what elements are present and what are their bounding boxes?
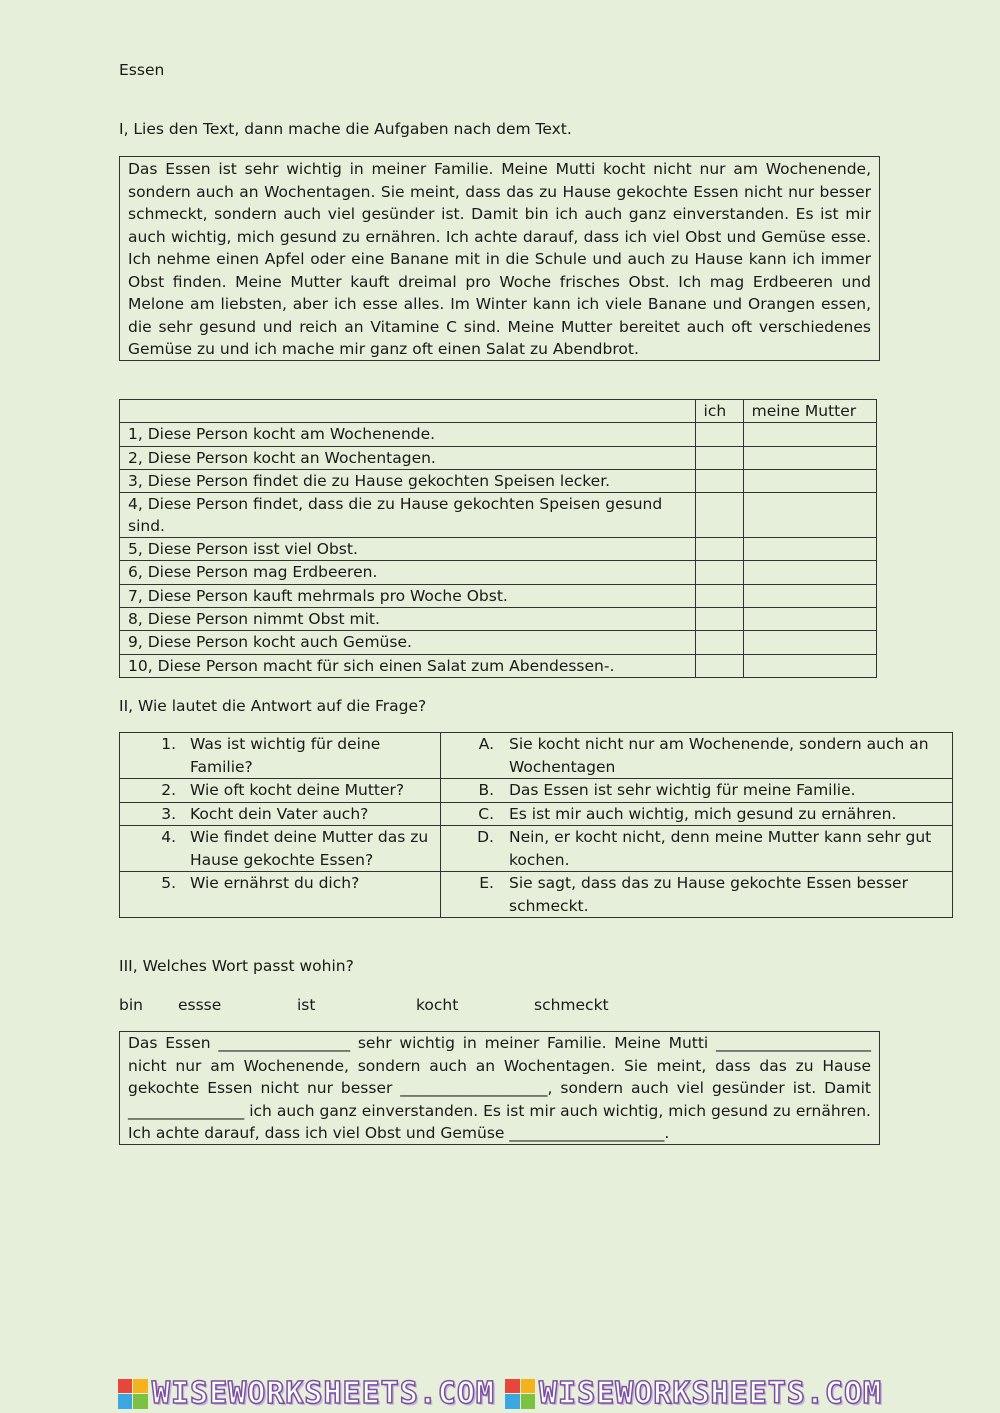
answer-cell-mutter[interactable] [743, 561, 876, 584]
answer-cell-ich[interactable] [695, 584, 743, 607]
cloze-text: Das Essen [128, 1034, 219, 1052]
answer-letter: D. [477, 828, 494, 846]
answer-cell-ich[interactable] [695, 493, 743, 538]
footer-watermark [0, 1374, 1000, 1413]
word-bank-item: kocht [416, 996, 459, 1014]
table-row [120, 469, 877, 492]
question-number: 3. [161, 804, 176, 823]
logo-wordmark: WISEWORKSHEETS.COM [151, 1376, 495, 1411]
table-row [120, 608, 877, 631]
logo-square-icon [133, 1394, 148, 1409]
answer-item [441, 826, 952, 871]
answer-letter: E. [479, 874, 494, 892]
logo-square-icon [521, 1394, 536, 1409]
answer-cell-ich[interactable] [695, 654, 743, 677]
question-item [120, 733, 440, 778]
answer-cell-mutter[interactable] [743, 631, 876, 654]
table-row [120, 654, 877, 677]
answer-letter: B. [478, 781, 494, 799]
statement-cell: 10, Diese Person macht für sich einen Salat zum Abendessen-. [120, 654, 696, 677]
cloze-text: ich auch ganz einverstanden. Es ist mir auch wichtig, mich gesund zu ernähren. Ich achte darauf, dass ich viel Obst und Gemüse [128, 1101, 871, 1142]
qa-row [120, 826, 953, 872]
question-item [120, 803, 440, 826]
statement-cell: 8, Diese Person nimmt Obst mit. [120, 608, 696, 631]
answer-text: Es ist mir auch wichtig, mich gesund zu ernähren. [509, 804, 897, 823]
answer-cell-mutter[interactable] [743, 584, 876, 607]
statement-cell: 7, Diese Person kauft mehrmals pro Woche Obst. [120, 584, 696, 607]
logo-square-icon [118, 1394, 133, 1409]
question-cell [120, 779, 441, 803]
answer-cell-ich[interactable] [695, 561, 743, 584]
answer-cell [441, 779, 953, 803]
statement-cell: 4, Diese Person findet, dass die zu Hause gekochten Speisen gesund sind. [120, 493, 696, 538]
table-header-cell [120, 400, 696, 423]
question-cell [120, 802, 441, 826]
person-statement-table [119, 399, 877, 678]
word-bank-item: essse [178, 996, 222, 1014]
question-text: Wie findet deine Mutter das zu Hause gekochte Essen? [190, 828, 429, 869]
qa-row [120, 872, 953, 918]
statement-cell: 2, Diese Person kocht an Wochentagen. [120, 446, 696, 469]
logo-square-icon [118, 1379, 133, 1394]
logo-square-icon [505, 1379, 520, 1394]
logo-square-icon [521, 1379, 536, 1394]
statement-cell: 9, Diese Person kocht auch Gemüse. [120, 631, 696, 654]
question-text: Wie ernährst du dich? [190, 874, 360, 892]
question-item [120, 779, 440, 802]
answer-cell [441, 872, 953, 918]
qa-row [120, 802, 953, 826]
table-row [120, 538, 877, 561]
question-number: 2. [161, 781, 176, 799]
answer-cell-ich[interactable] [695, 423, 743, 446]
answer-cell-mutter[interactable] [743, 493, 876, 538]
question-text: Kocht dein Vater auch? [190, 804, 369, 823]
qa-row [120, 733, 953, 779]
question-cell [120, 826, 441, 872]
question-number: 5. [161, 874, 176, 892]
answer-cell-mutter[interactable] [743, 423, 876, 446]
question-item [120, 826, 440, 871]
answer-cell-mutter[interactable] [743, 469, 876, 492]
reading-text-box: Das Essen ist sehr wichtig in meiner Familie. Meine Mutti kocht nicht nur am Wochenende, sondern auch an Wochentagen. Sie meint, dass das zu Hause gekochte Essen nicht nur besser schmeckt, sondern auch viel gesünder ist. Damit bin ich auch ganz einverstanden. Es ist mir auch wichtig, mich gesund zu ernähren. Ich achte darauf, dass ich viel Obst und Gemüse esse. Ich nehme einen Apfel oder eine Banane mit in die Schule und auch zu Hause kann ich immer Obst finden. Meine Mutter kauft dreimal pro Woche frisches Obst. Ich mag Erdbeeren und Melone am liebsten, aber ich esse alles. Im Winter kann ich viele Banane und Orangen essen, die sehr gesund und reich an Vitamine C sind. Meine Mutter bereitet auch oft verschiedenes Gemüse zu und ich mache mir ganz oft einen Salat zu Abendbrot. [119, 156, 880, 361]
footer-logo [505, 1376, 882, 1411]
logo-grid-icon [505, 1379, 535, 1409]
table-header-cell-ich: ich [695, 400, 743, 423]
table-row [120, 446, 877, 469]
answer-item [441, 779, 952, 802]
cloze-text: sehr wichtig in meiner Familie. Meine Mutti [350, 1034, 716, 1052]
statement-cell: 3, Diese Person findet die zu Hause gekochten Speisen lecker. [120, 469, 696, 492]
word-bank-item: bin [119, 996, 143, 1014]
section1-heading: I, Lies den Text, dann mache die Aufgaben nach dem Text. [119, 120, 572, 138]
answer-item [441, 803, 952, 826]
table-header-cell-mutter: meine Mutter [743, 400, 876, 423]
logo-square-icon [505, 1394, 520, 1409]
cloze-text: , sondern auch viel gesünder ist. Damit [547, 1079, 871, 1097]
qa-row [120, 779, 953, 803]
answer-cell-ich[interactable] [695, 469, 743, 492]
table-row [120, 631, 877, 654]
answer-cell-ich[interactable] [695, 538, 743, 561]
table-header-row [120, 400, 877, 423]
section3-heading: III, Welches Wort passt wohin? [119, 957, 354, 975]
answer-cell [441, 826, 953, 872]
answer-cell-ich[interactable] [695, 631, 743, 654]
question-text: Was ist wichtig für deine Familie? [190, 735, 381, 776]
statement-cell: 6, Diese Person mag Erdbeeren. [120, 561, 696, 584]
question-answer-table [119, 732, 953, 918]
statement-cell: 5, Diese Person isst viel Obst. [120, 538, 696, 561]
logo-wordmark: WISEWORKSHEETS.COM [539, 1376, 883, 1411]
cloze-blank-5[interactable]: ____________________ [509, 1124, 665, 1142]
answer-cell-mutter[interactable] [743, 654, 876, 677]
answer-text: Sie sagt, dass das zu Hause gekochte Essen besser schmeckt. [509, 874, 908, 915]
cloze-blank-2[interactable]: ____________________ [716, 1034, 871, 1052]
question-number: 4. [161, 828, 176, 846]
answer-item [441, 733, 952, 778]
cloze-blank-1[interactable]: _________________ [218, 1034, 351, 1052]
document-title: Essen [119, 61, 165, 79]
answer-cell-mutter[interactable] [743, 608, 876, 631]
footer-logo [118, 1376, 495, 1411]
question-cell [120, 872, 441, 918]
question-cell [120, 733, 441, 779]
answer-item [441, 872, 952, 917]
table-row [120, 561, 877, 584]
word-bank-item: ist [297, 996, 316, 1014]
answer-text: Nein, er kocht nicht, denn meine Mutter kann sehr gut kochen. [509, 828, 932, 869]
cloze-text: . [664, 1124, 670, 1142]
table-row [120, 423, 877, 446]
answer-cell [441, 733, 953, 779]
question-item [120, 872, 440, 895]
word-bank-item: schmeckt [534, 996, 609, 1014]
logo-square-icon [133, 1379, 148, 1394]
section2-heading: II, Wie lautet die Antwort auf die Frage? [119, 697, 427, 715]
answer-text: Das Essen ist sehr wichtig für meine Familie. [509, 781, 856, 799]
logo-grid-icon [118, 1379, 148, 1409]
answer-cell [441, 802, 953, 826]
question-number: 1. [161, 735, 176, 753]
table-row [120, 584, 877, 607]
answer-cell-ich[interactable] [695, 608, 743, 631]
table-row [120, 493, 877, 538]
cloze-text-box [119, 1031, 880, 1145]
question-text: Wie oft kocht deine Mutter? [190, 781, 405, 799]
cloze-text: nicht nur am Wochenende, sondern auch an Wochentagen. Sie meint, dass das zu Hause gekochte Essen nicht nur besser [128, 1056, 871, 1097]
answer-letter: A. [478, 735, 494, 753]
statement-cell: 1, Diese Person kocht am Wochenende. [120, 423, 696, 446]
answer-text: Sie kocht nicht nur am Wochenende, sondern auch an Wochentagen [509, 735, 929, 776]
answer-letter: C. [478, 804, 494, 823]
answer-cell-ich[interactable] [695, 446, 743, 469]
cloze-blank-3[interactable]: ___________________ [400, 1079, 548, 1097]
answer-cell-mutter[interactable] [743, 538, 876, 561]
answer-cell-mutter[interactable] [743, 446, 876, 469]
cloze-blank-4[interactable]: _______________ [128, 1101, 245, 1120]
